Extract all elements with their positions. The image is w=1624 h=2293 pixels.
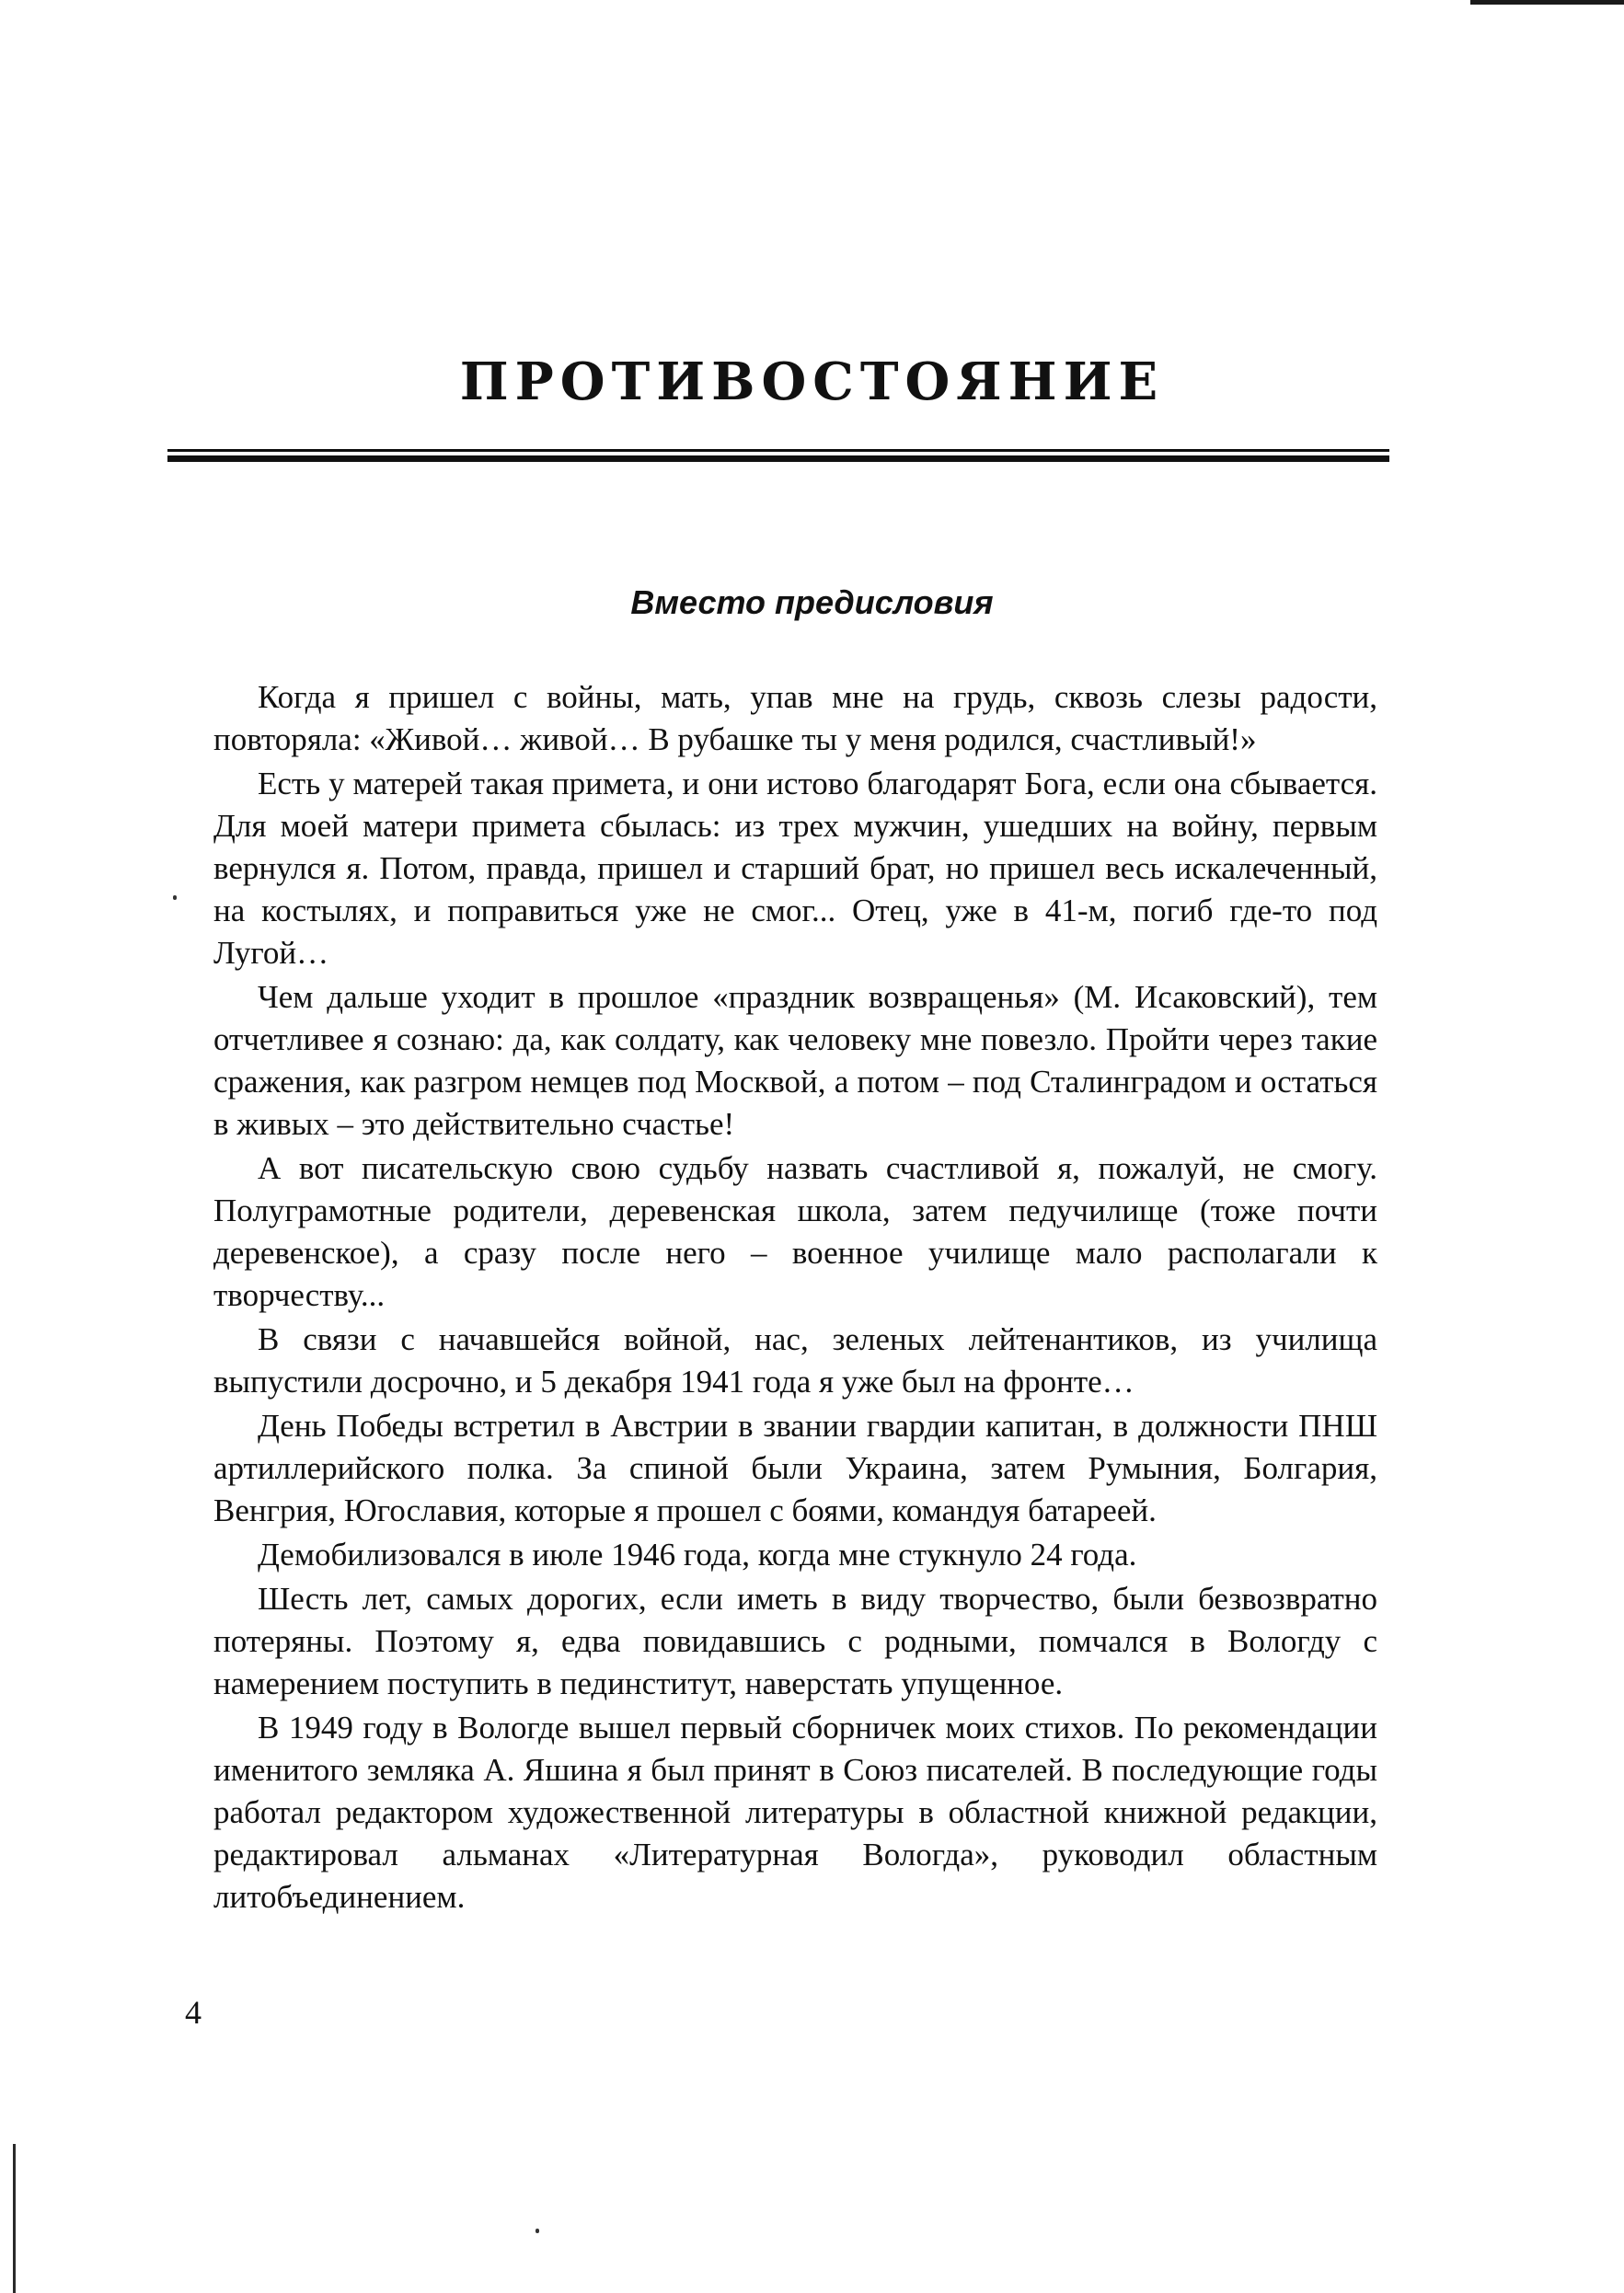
paragraph: В 1949 году в Вологде вышел первый сборничек моих стихов. По рекомендации именитого земляка А. Яшина я был принят в Союз писателей. В последующие годы работал редактором художественной литературы в областной книжной редакции, редактировал альманах «Литературная Вологда», руководил областным литобъединением.: [213, 1710, 1377, 1915]
paragraph: В связи с начавшейся войной, нас, зеленых лейтенантиков, из училища выпустили досрочно, и 5 декабря 1941 года я уже был на фронте…: [213, 1321, 1377, 1400]
title-divider-thin-line: [167, 449, 1389, 452]
paragraph: А вот писательскую свою судьбу назвать счастливой я, пожалуй, не смогу. Полуграмотные родители, деревенская школа, затем педучилище (тоже почти деревенское), а сразу после него – военное училище мало располагали к творчеству...: [213, 1150, 1377, 1313]
paragraph: День Победы встретил в Австрии в звании гвардии капитан, в должности ПНШ артиллерийского полка. За спиной были Украина, затем Румыния, Болгария, Венгрия, Югославия, которые я прошел с боями, командуя батареей.: [213, 1408, 1377, 1528]
title-divider: [167, 449, 1389, 462]
paragraph: Демобилизовался в июле 1946 года, когда мне стукнуло 24 года.: [258, 1537, 1137, 1573]
paragraph: Когда я пришел с войны, мать, упав мне на грудь, сквозь слезы радости, повторяла: «Живой… живой… В рубашке ты у меня родился, счастливый!»: [213, 679, 1377, 757]
scan-border-top: [1470, 0, 1624, 5]
paragraph: Есть у матерей такая примета, и они истово благодарят Бога, если она сбывается. Для моей матери примета сбылась: из трех мужчин, ушедших на войну, первым вернулся я. Потом, правда, пришел и старший брат, но пришел весь искалеченный, на костылях, и поправиться уже не смог... Отец, уже в 41-м, погиб где-то под Лугой…: [213, 766, 1377, 971]
chapter-title: ПРОТИВОСТОЯНИЕ: [459, 351, 1165, 412]
body-text: [213, 676, 1377, 1920]
paragraph: Шесть лет, самых дорогих, если иметь в виду творчество, были безвозвратно потеряны. Поэтому я, едва повидавшись с родными, помчался в Вологду с намерением поступить в пединститут, наверстать упущенное.: [213, 1581, 1377, 1701]
scan-speck: [536, 2229, 539, 2233]
paragraph: Чем дальше уходит в прошлое «праздник возвращенья» (М. Исаковский), тем отчетливее я сознаю: да, как солдату, как человеку мне повезло. Пройти через такие сражения, как разгром немцев под Москвой, а потом – под Сталинградом и остаться в живых – это действительно счастье!: [213, 979, 1377, 1142]
scan-speck: [173, 895, 177, 900]
page-number: 4: [185, 1994, 202, 2031]
section-subtitle: Вместо предисловия: [630, 583, 994, 621]
scan-border-left: [13, 2144, 16, 2293]
title-divider-thick-line: [167, 455, 1389, 462]
